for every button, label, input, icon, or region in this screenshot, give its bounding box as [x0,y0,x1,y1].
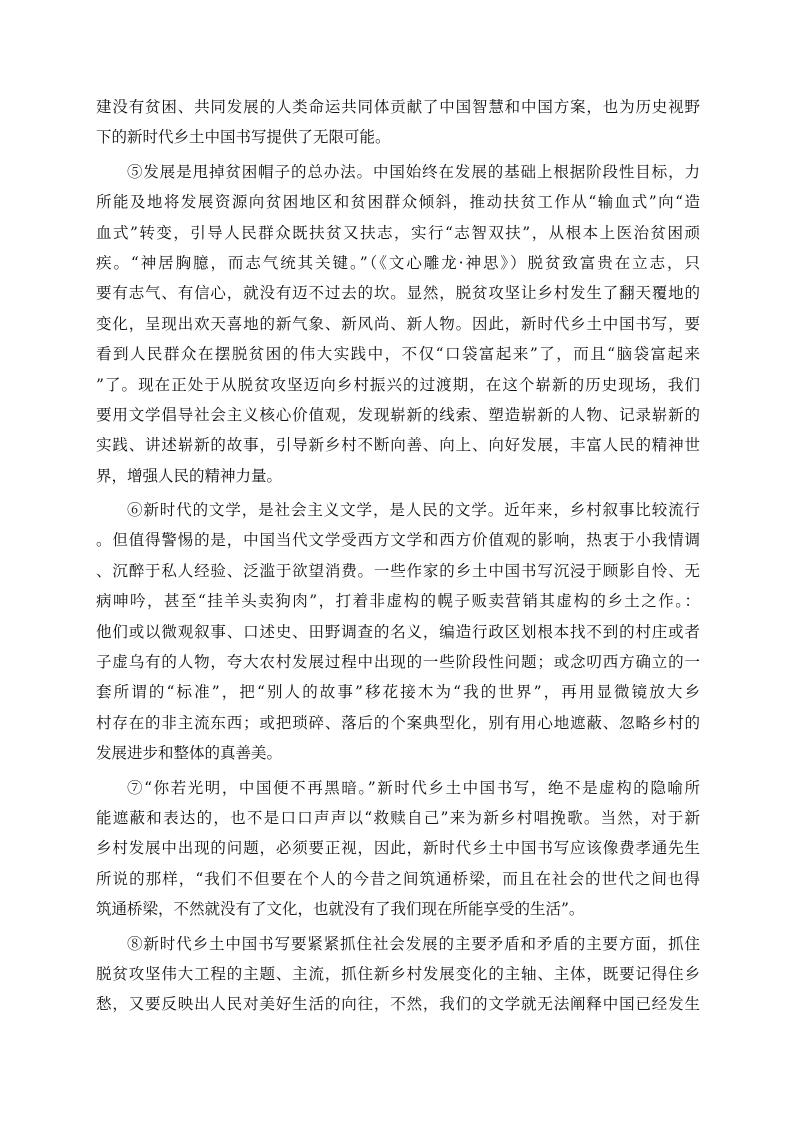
text-line: 愁，又要反映出人民对美好生活的向往，不然，我们的文学就无法阐释中国已经发生 [96,995,700,1014]
paragraph-8 [96,929,700,1020]
paragraph-4-continued [96,92,700,153]
text-line: ⑧新时代乡土中国书写要紧紧抓住社会发展的主要矛盾和矛盾的主要方面，抓住 [127,934,700,953]
text-line: 下的新时代乡土中国书写提供了无限可能。 [96,128,391,147]
text-line: 子虚乌有的人物，夸大农村发展过程中出现的一些阶段性问题；或念叨西方确立的一 [96,653,700,672]
text-line: ⑤发展是甩掉贫困帽子的总办法。中国始终在发展的基础上根据阶段性目标，力 [127,162,700,181]
text-line: 实践、讲述崭新的故事，引导新乡村不断向善、向上、向好发展，丰富人民的精神世 [96,436,700,455]
text-line: 能遮蔽和表达的，也不是口口声声以“救赎自己”来为新乡村唱挽歌。当然，对于新 [96,808,700,827]
document-page [96,92,700,1024]
text-line: 要有志气、有信心，就没有迈不过去的坎。显然，脱贫攻坚让乡村发生了翻天覆地的 [96,284,700,303]
text-line: 。但值得警惕的是，中国当代文学受西方文学和西方价值观的影响，热衷于小我情调 [96,531,700,550]
text-line: 疾。“神居胸臆，而志气统其关键。”（《文心雕龙·神思》）脱贫致富贵在立志，只 [96,253,700,272]
text-line: 筑通桥梁，不然就没有了文化，也就没有了我们现在所能享受的生活”。 [96,900,585,919]
text-line: ⑦“你若光明，中国便不再黑暗。”新时代乡土中国书写，绝不是虚构的隐喻所 [127,778,700,797]
paragraph-6 [96,495,700,769]
text-line: 病呻吟，甚至“挂羊头卖狗肉”，打着非虚构的幌子贩卖营销其虚构的乡土之作。： [96,592,700,611]
paragraph-7 [96,773,700,925]
text-line: 血式”转变，引导人民群众既扶贫又扶志，实行“志智双扶”，从根本上医治贫困顽 [96,223,700,242]
text-line: 脱贫攻坚伟大工程的主题、主流，抓住新乡村发展变化的主轴、主体，既要记得住乡 [96,964,700,983]
text-line: 乡村发展中出现的问题，必须要正视，因此，新时代乡土中国书写应该像费孝通先生 [96,839,700,858]
paragraph-5 [96,157,700,491]
text-line: 建没有贫困、共同发展的人类命运共同体贡献了中国智慧和中国方案，也为历史视野 [96,98,700,116]
text-line: 、沉醉于私人经验、泛滥于欲望消费。一些作家的乡土中国书写沉浸于顾影自怜、无 [96,561,700,580]
text-line: 村存在的非主流东西；或把琐碎、落后的个案典型化，别有用心地遮蔽、忽略乡村的 [96,713,700,732]
text-line: 界，增强人民的精神力量。 [96,466,283,485]
text-line: 发展进步和整体的真善美。 [96,744,283,763]
text-line: 他们或以微观叙事、口述史、田野调查的名义，编造行政区划根本找不到的村庄或者 [96,622,700,641]
text-line: 变化，呈现出欢天喜地的新气象、新风尚、新人物。因此，新时代乡土中国书写，要 [96,314,700,333]
text-line: 套所谓的“标准”，把“别人的故事”移花接木为“我的世界”，再用显微镜放大乡 [96,683,700,702]
text-line: 所能及地将发展资源向贫困地区和贫困群众倾斜，推动扶贫工作从“输血式”向“造 [96,193,700,212]
text-line: 要用文学倡导社会主义核心价值观，发现崭新的线索、塑造崭新的人物、记录崭新的 [96,405,700,424]
text-line: ⑥新时代的文学，是社会主义文学，是人民的文学。近年来，乡村叙事比较流行 [127,501,700,520]
text-line: 所说的那样，“我们不但要在个人的今昔之间筑通桥梁，而且在社会的世代之间也得 [96,869,700,888]
text-line: ”了。现在正处于从脱贫攻坚迈向乡村振兴的过渡期，在这个崭新的历史现场，我们 [96,375,700,394]
text-line: 看到人民群众在摆脱贫困的伟大实践中，不仅“口袋富起来”了，而且“脑袋富起来 [96,345,700,364]
